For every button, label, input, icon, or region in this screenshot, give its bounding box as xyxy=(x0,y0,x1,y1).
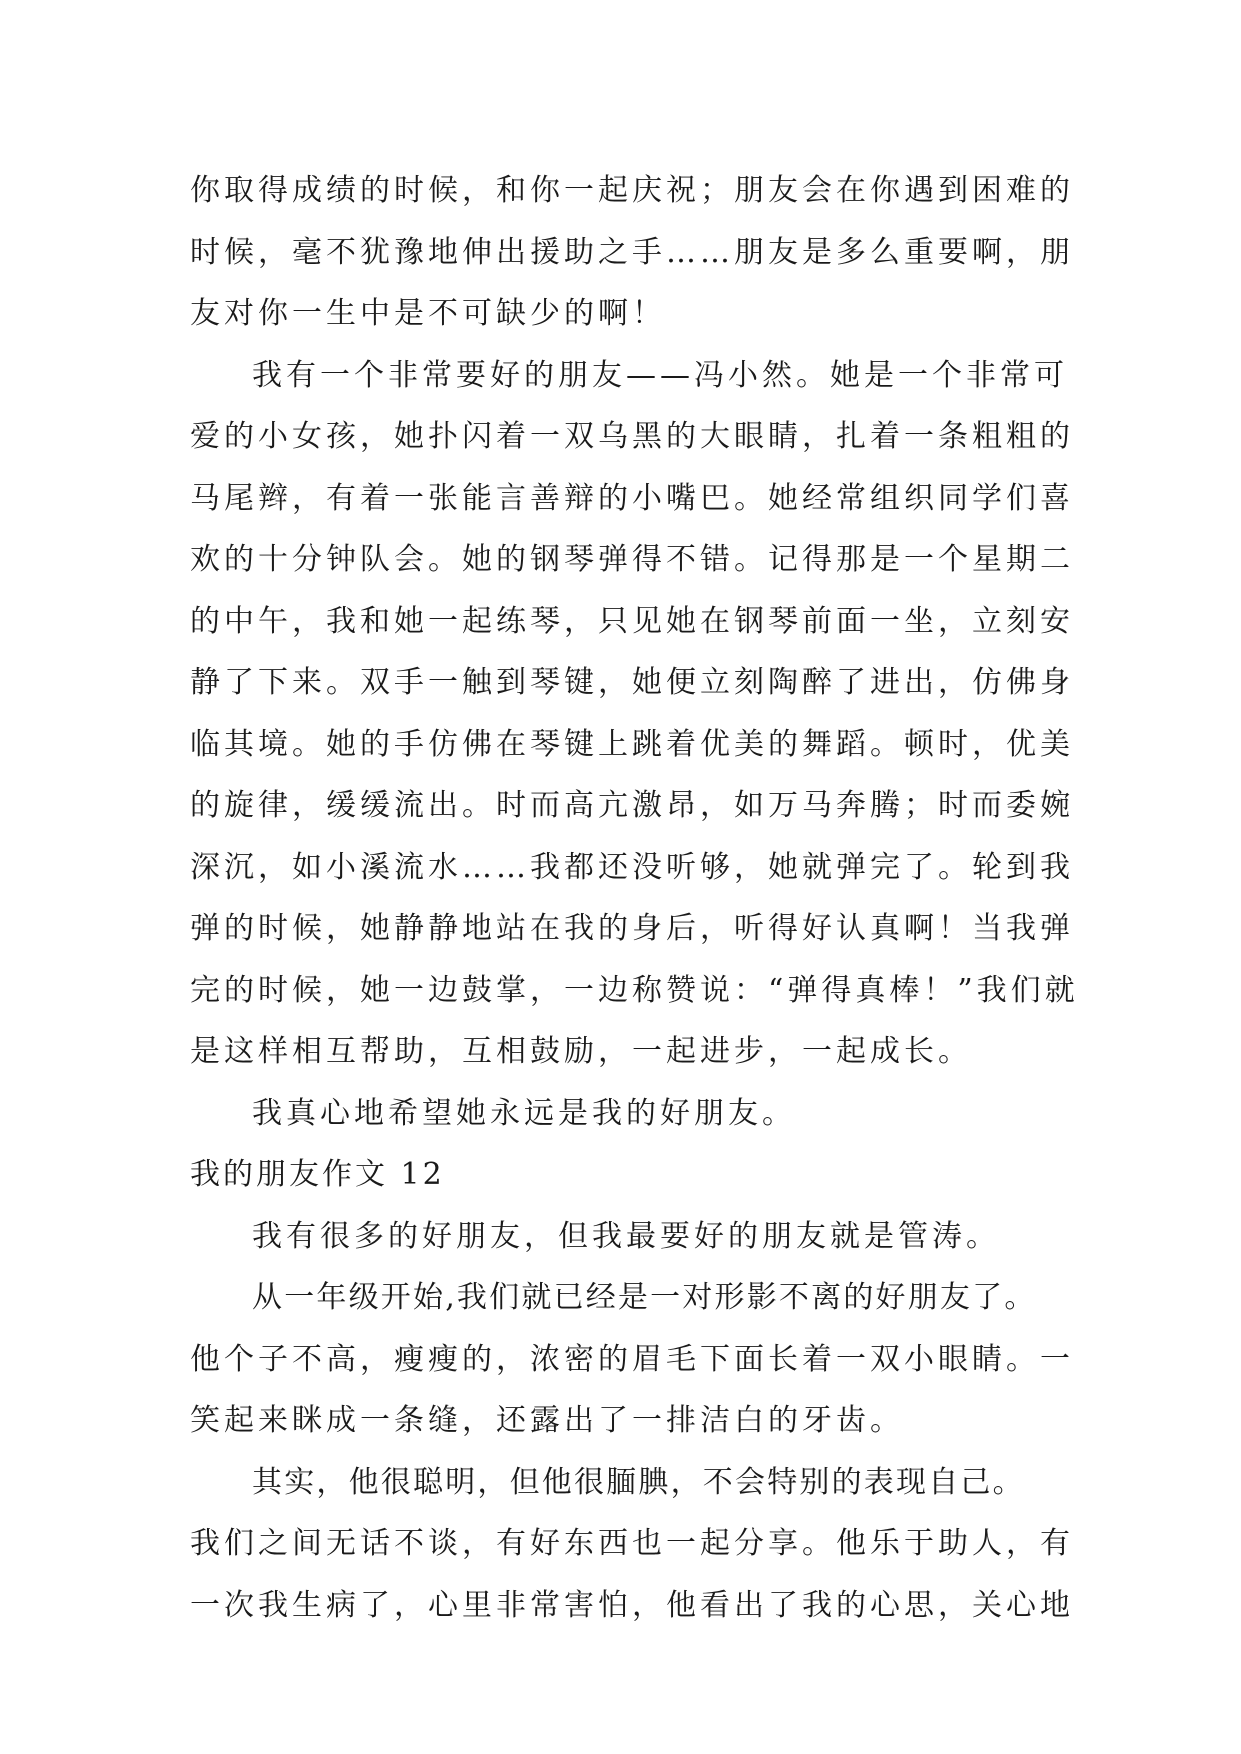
paragraph-start-line: 从一年级开始,我们就已经是一对形影不离的好朋友了。 xyxy=(252,1280,1037,1315)
text-line: 马尾辫，有着一张能言善辩的小嘴巴。她经常组织同学们喜 xyxy=(190,480,1074,516)
text-line: 是这样相互帮助，互相鼓励，一起进步，一起成长。 xyxy=(190,1034,972,1069)
text-line: 临其境。她的手仿佛在琴键上跳着优美的舞蹈。顿时，优美 xyxy=(190,726,1074,762)
paragraph-start-line: 我有很多的好朋友，但我最要好的朋友就是管涛。 xyxy=(252,1218,1000,1254)
text-line: 弹的时候，她静静地站在我的身后，听得好认真啊！当我弹 xyxy=(190,911,1074,946)
text-line: 一次我生病了，心里非常害怕，他看出了我的心思，关心地 xyxy=(190,1587,1074,1623)
text-line: 的旋律，缓缓流出。时而高亢激昂，如万马奔腾；时而委婉 xyxy=(190,788,1074,823)
text-line: 完的时候，她一边鼓掌，一边称赞说：“弹得真棒！”我们就 xyxy=(190,972,1079,1008)
paragraph-start-line: 我真心地希望她永远是我的好朋友。 xyxy=(252,1095,796,1131)
paragraph-start-line: 我有一个非常要好的朋友——冯小然。她是一个非常可 xyxy=(252,357,1068,393)
text-line: 欢的十分钟队会。她的钢琴弹得不错。记得那是一个星期二 xyxy=(190,542,1074,577)
section-heading: 我的朋友作文 12 xyxy=(190,1157,445,1192)
text-line: 静了下来。双手一触到琴键，她便立刻陶醉了进出，仿佛身 xyxy=(190,665,1074,700)
document-body xyxy=(190,160,1079,1636)
text-line: 友对你一生中是不可缺少的啊！ xyxy=(190,296,666,331)
text-line: 深沉，如小溪流水……我都还没听够，她就弹完了。轮到我 xyxy=(190,849,1074,885)
paragraph-start-line: 其实，他很聪明，但他很腼腆，不会特别的表现自己。 xyxy=(252,1464,1025,1500)
text-line: 的中午，我和她一起练琴，只见她在钢琴前面一坐，立刻安 xyxy=(190,603,1074,639)
text-line: 我们之间无话不谈，有好东西也一起分享。他乐于助人，有 xyxy=(190,1526,1074,1561)
text-line: 你取得成绩的时候，和你一起庆祝；朋友会在你遇到困难的 xyxy=(190,173,1074,208)
text-line: 笑起来眯成一条缝，还露出了一排洁白的牙齿。 xyxy=(190,1403,904,1438)
text-line: 爱的小女孩，她扑闪着一双乌黑的大眼睛，扎着一条粗粗的 xyxy=(190,419,1074,454)
text-line: 时候，毫不犹豫地伸出援助之手……朋友是多么重要啊，朋 xyxy=(190,234,1074,270)
text-line: 他个子不高，瘦瘦的，浓密的眉毛下面长着一双小眼睛。一 xyxy=(190,1341,1074,1377)
